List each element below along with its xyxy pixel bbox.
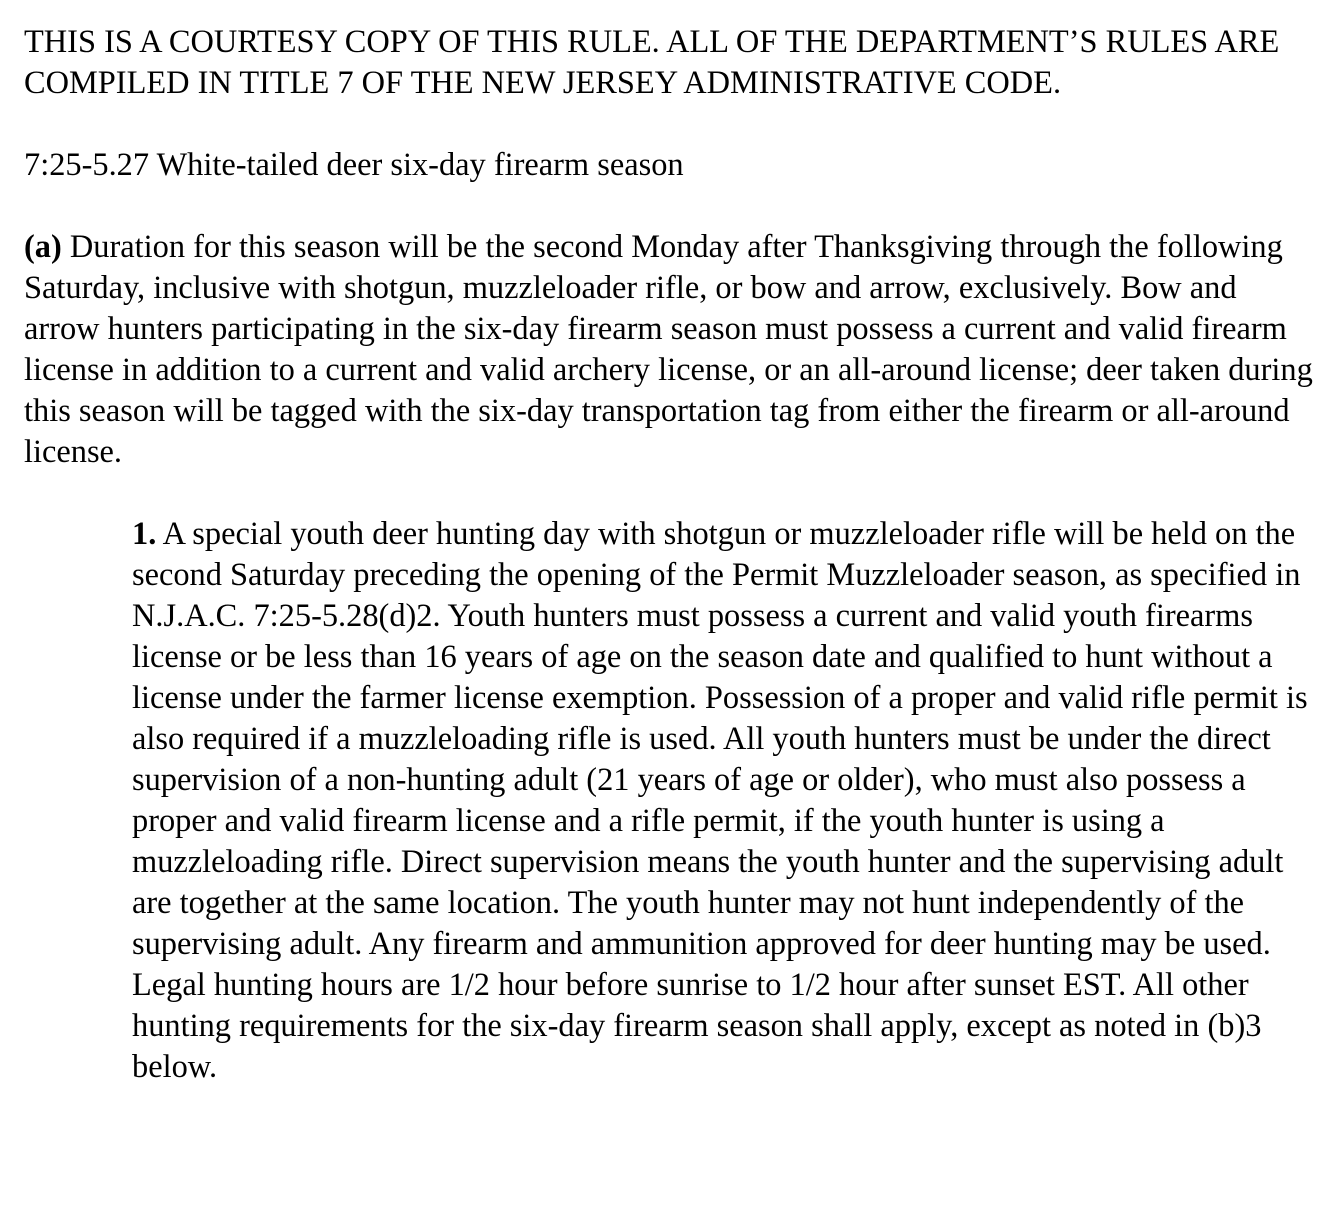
subsection-a-label: (a) xyxy=(24,229,62,265)
subsection-a xyxy=(24,227,1320,473)
courtesy-notice: THIS IS A COURTESY COPY OF THIS RULE. ALL OF THE DEPARTMENT’S RULES ARE COMPILED IN TITLE 7 OF THE NEW JERSEY ADMINISTRATIVE CODE. xyxy=(24,24,1280,101)
paragraph-1-label: 1. xyxy=(132,516,157,552)
section-heading: 7:25-5.27 White-tailed deer six-day firearm season xyxy=(24,147,684,183)
subsection-a-text: Duration for this season will be the second Monday after Thanksgiving through the following Saturday, inclusive with shotgun, muzzleloader rifle, or bow and arrow, exclusively. Bow and arrow hunters participating in the six-day firearm season must possess a current and valid firearm license in addition to a current and valid archery license, or an all-around license; deer taken during this season will be tagged with the six-day transportation tag from either the firearm or all-around license. xyxy=(24,229,1313,470)
document-page xyxy=(24,22,1320,1088)
paragraph-1-text: A special youth deer hunting day with shotgun or muzzleloader rifle will be held on the second Saturday preceding the opening of the Permit Muzzleloader season, as specified in N.J.A.C. 7:25-5.28(d)2. Youth hunters must possess a current and valid youth firearms license or be less than 16 years of age on the season date and qualified to hunt without a license under the farmer license exemption. Possession of a proper and valid rifle permit is also required if a muzzleloading rifle is used. All youth hunters must be under the direct supervision of a non-hunting adult (21 years of age or older), who must also possess a proper and valid firearm license and a rifle permit, if the youth hunter is using a muzzleloading rifle. Direct supervision means the youth hunter and the supervising adult are together at the same location. The youth hunter may not hunt independently of the supervising adult. Any firearm and ammunition approved for deer hunting may be used. Legal hunting hours are 1/2 hour before sunrise to 1/2 hour after sunset EST. All other hunting requirements for the six-day firearm season shall apply, except as noted in (b)3 below. xyxy=(132,516,1308,1085)
paragraph-1 xyxy=(132,514,1320,1088)
